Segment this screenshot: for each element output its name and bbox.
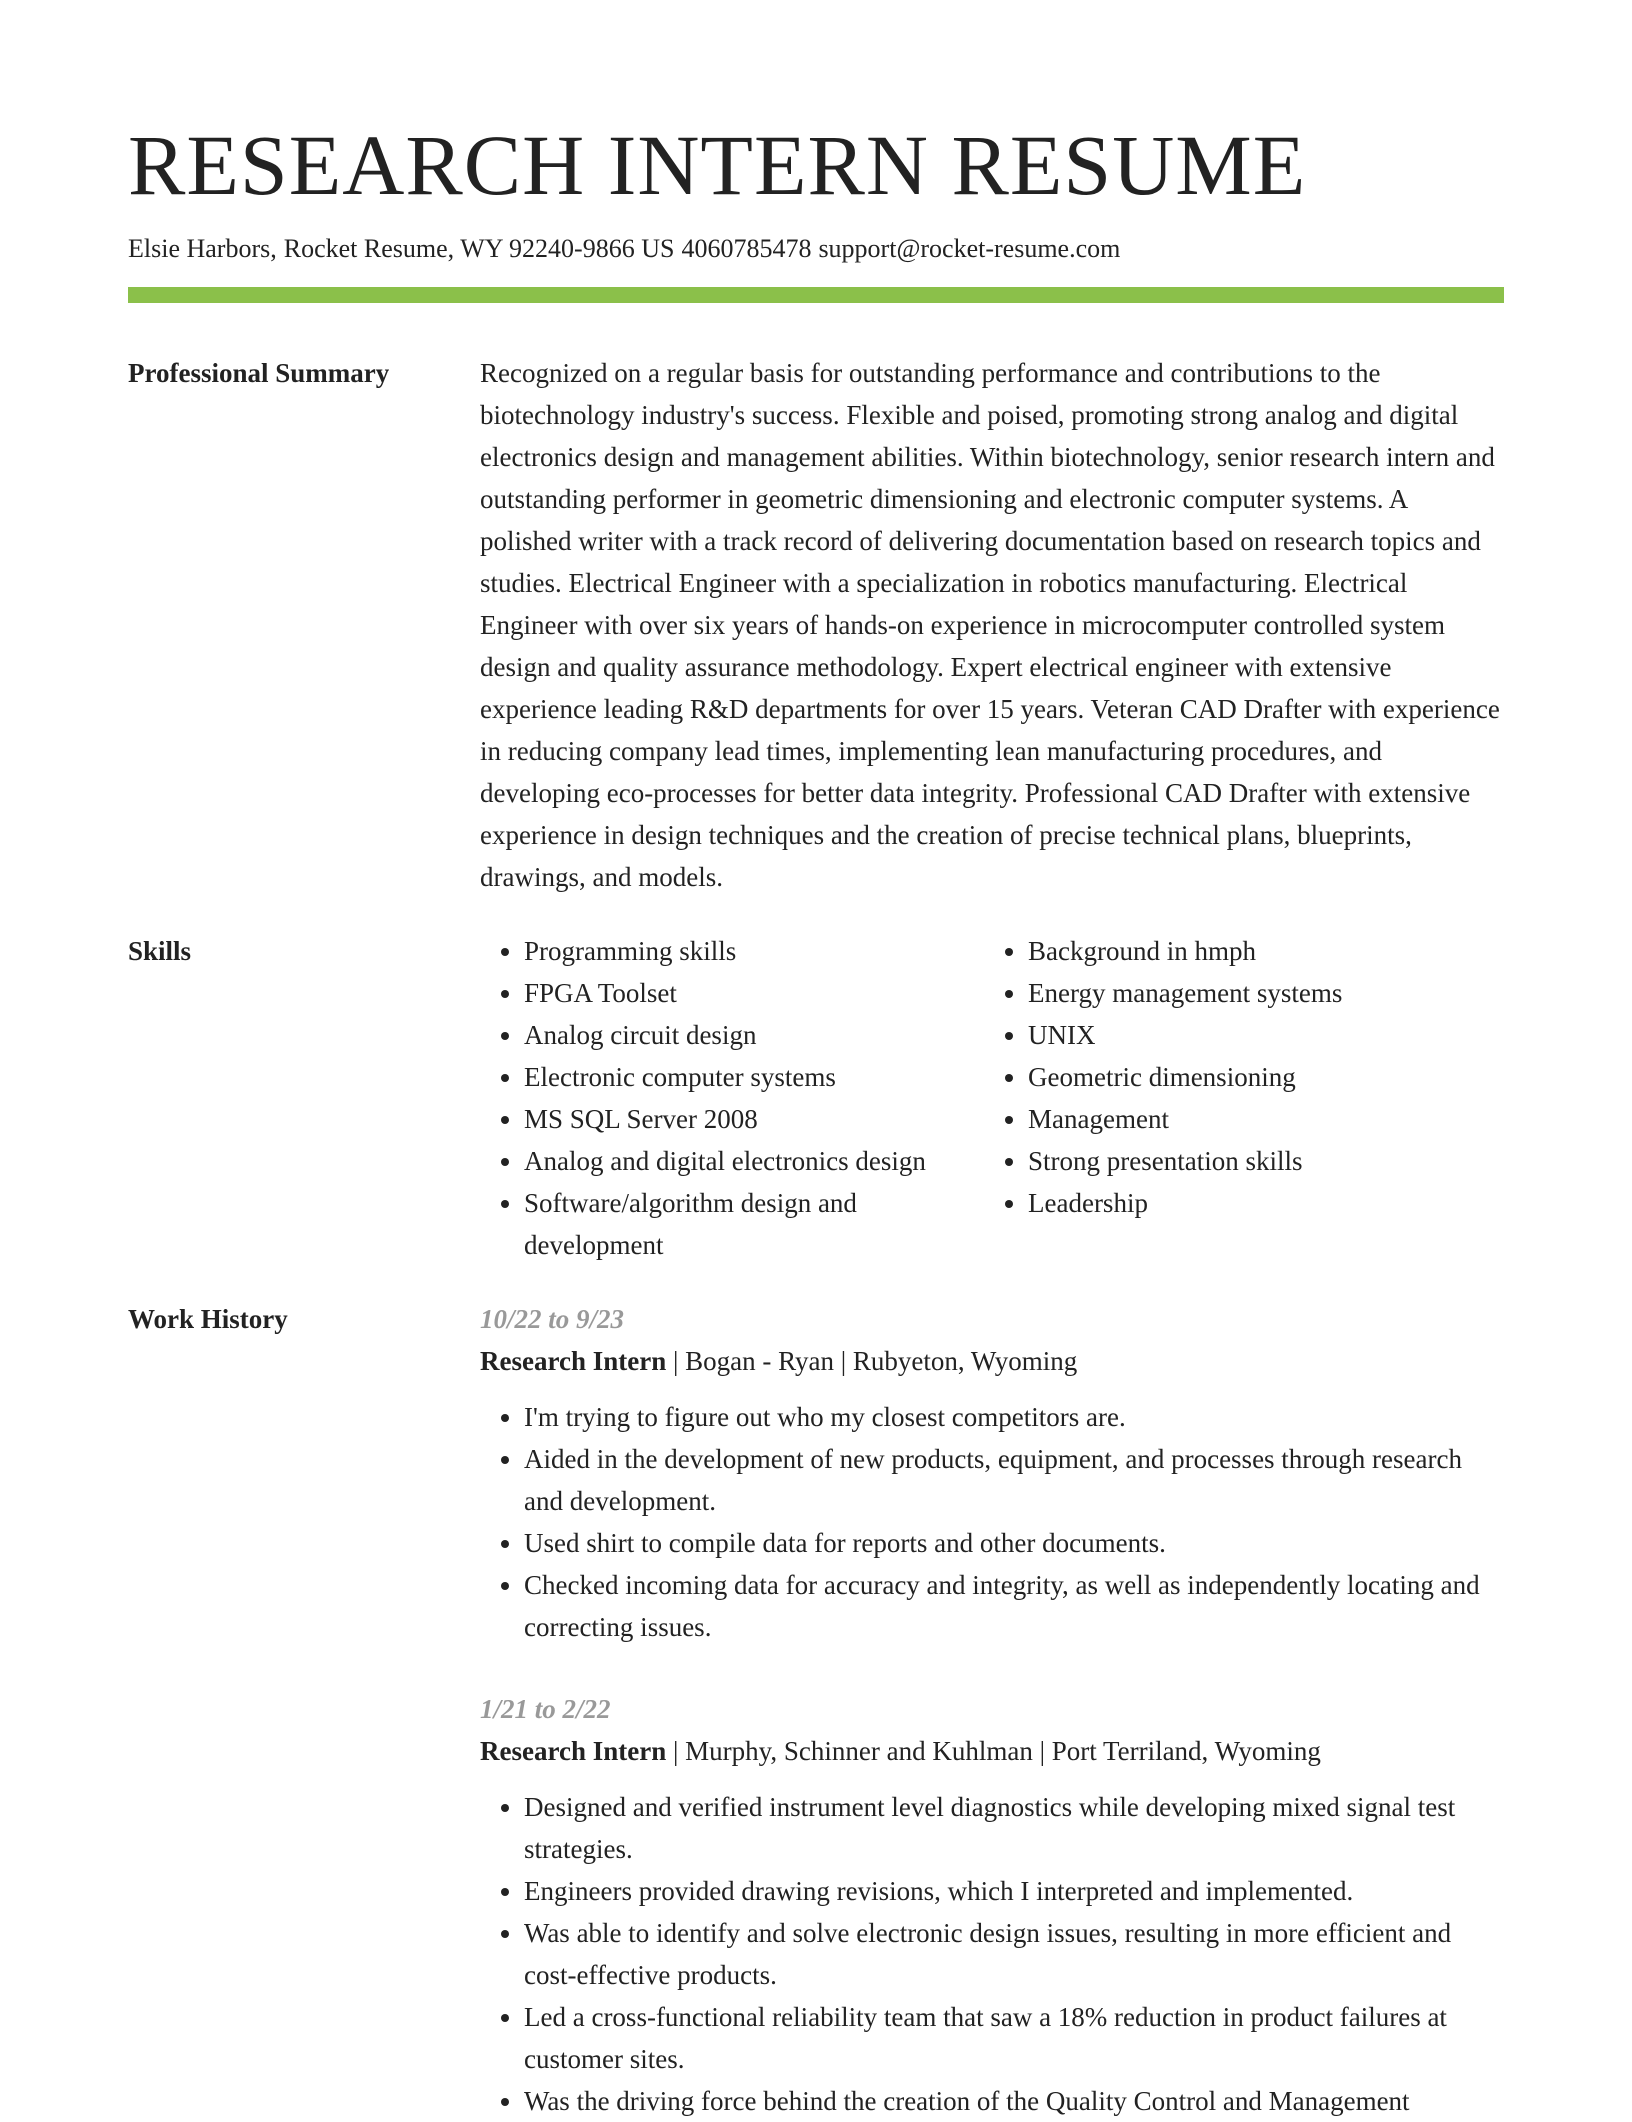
contact-line (128, 232, 1504, 266)
contact-address: Rocket Resume, WY 92240-9866 US (283, 234, 675, 264)
skill-item: • Leadership (1028, 1182, 1488, 1224)
job-bullets (480, 1396, 1504, 1648)
job-dates: 10/22 to 9/23 (480, 1304, 625, 1335)
job-bullet: • Was the driving force behind the creation of the Quality Control and Management (524, 2080, 1504, 2122)
skill-item: • Software/algorithm design and development (524, 1182, 984, 1266)
resume-title: RESEARCH INTERN RESUME (128, 117, 1307, 213)
skill-item: • Electronic computer systems (524, 1056, 984, 1098)
job-bullet: • Engineers provided drawing revisions, which I interpreted and implemented. (524, 1870, 1504, 1912)
contact-email: support@rocket-resume.com (818, 234, 1121, 264)
job-title: Research Intern (480, 1736, 667, 1767)
skill-item: • Analog circuit design (524, 1014, 984, 1056)
skill-item: • Programming skills (524, 930, 984, 972)
job-bullet: • Checked incoming data for accuracy and integrity, as well as independently locating and correcting issues. (524, 1564, 1504, 1648)
job-bullet: • Led a cross-functional reliability team that saw a 18% reduction in product failures at customer sites. (524, 1996, 1504, 2080)
job-details: | Murphy, Schinner and Kuhlman | Port Terriland, Wyoming (666, 1736, 1321, 1767)
work-history-section (128, 1298, 1504, 2122)
summary-section (128, 352, 1504, 898)
summary-heading: Professional Summary (128, 358, 390, 389)
job-details: | Bogan - Ryan | Rubyeton, Wyoming (666, 1346, 1078, 1377)
contact-name: Elsie Harbors, (128, 234, 277, 264)
job-heading (480, 1730, 1504, 1772)
summary-text: Recognized on a regular basis for outstanding performance and contributions to the biotechnology industry's success. Flexible and poised, promoting strong analog and digital electronics design and management abilities. Within biotechnology, senior research intern and outstanding performer in geometric dimensioning and electronic computer systems. A polished writer with a track record of delivering documentation based on research topics and studies. Electrical Engineer with a specialization in robotics manufacturing. Electrical Engineer with over six years of hands-on experience in microcomputer controlled system design and quality assurance methodology. Expert electrical engineer with extensive experience leading R&D departments for over 15 years. Veteran CAD Drafter with experience in reducing company lead times, implementing lean manufacturing procedures, and developing eco-processes for better data integrity. Professional CAD Drafter with extensive experience in design techniques and the creation of precise technical plans, blueprints, drawings, and models. (480, 358, 1500, 893)
skill-item: • Management (1028, 1098, 1488, 1140)
skill-item: • UNIX (1028, 1014, 1488, 1056)
job-bullet: • Aided in the development of new products, equipment, and processes through research and development. (524, 1438, 1504, 1522)
skill-item: • Geometric dimensioning (1028, 1056, 1488, 1098)
job-bullet: • Used shirt to compile data for reports and other documents. (524, 1522, 1504, 1564)
job-heading (480, 1340, 1504, 1382)
skill-item: • MS SQL Server 2008 (524, 1098, 984, 1140)
work-history-heading: Work History (128, 1304, 288, 1335)
skill-item: • Energy management systems (1028, 972, 1488, 1014)
skills-list-right (984, 930, 1488, 1224)
job-bullet: • I'm trying to figure out who my closest competitors are. (524, 1396, 1504, 1438)
job-entry (480, 1688, 1504, 2122)
job-bullet: • Designed and verified instrument level diagnostics while developing mixed signal test strategies. (524, 1786, 1504, 1870)
skill-item: • Strong presentation skills (1028, 1140, 1488, 1182)
job-bullets (480, 1786, 1504, 2122)
skill-item: • FPGA Toolset (524, 972, 984, 1014)
job-dates: 1/21 to 2/22 (480, 1694, 611, 1725)
skills-section (128, 930, 1504, 1266)
skills-list-left (480, 930, 984, 1266)
job-entry (480, 1298, 1504, 1648)
skill-item: • Background in hmph (1028, 930, 1488, 972)
job-title: Research Intern (480, 1346, 667, 1377)
header-divider (128, 287, 1504, 303)
contact-phone: 4060785478 (681, 234, 812, 264)
skill-item: • Analog and digital electronics design (524, 1140, 984, 1182)
job-bullet: • Was able to identify and solve electronic design issues, resulting in more efficient and cost-effective products. (524, 1912, 1504, 1996)
skills-heading: Skills (128, 936, 192, 967)
